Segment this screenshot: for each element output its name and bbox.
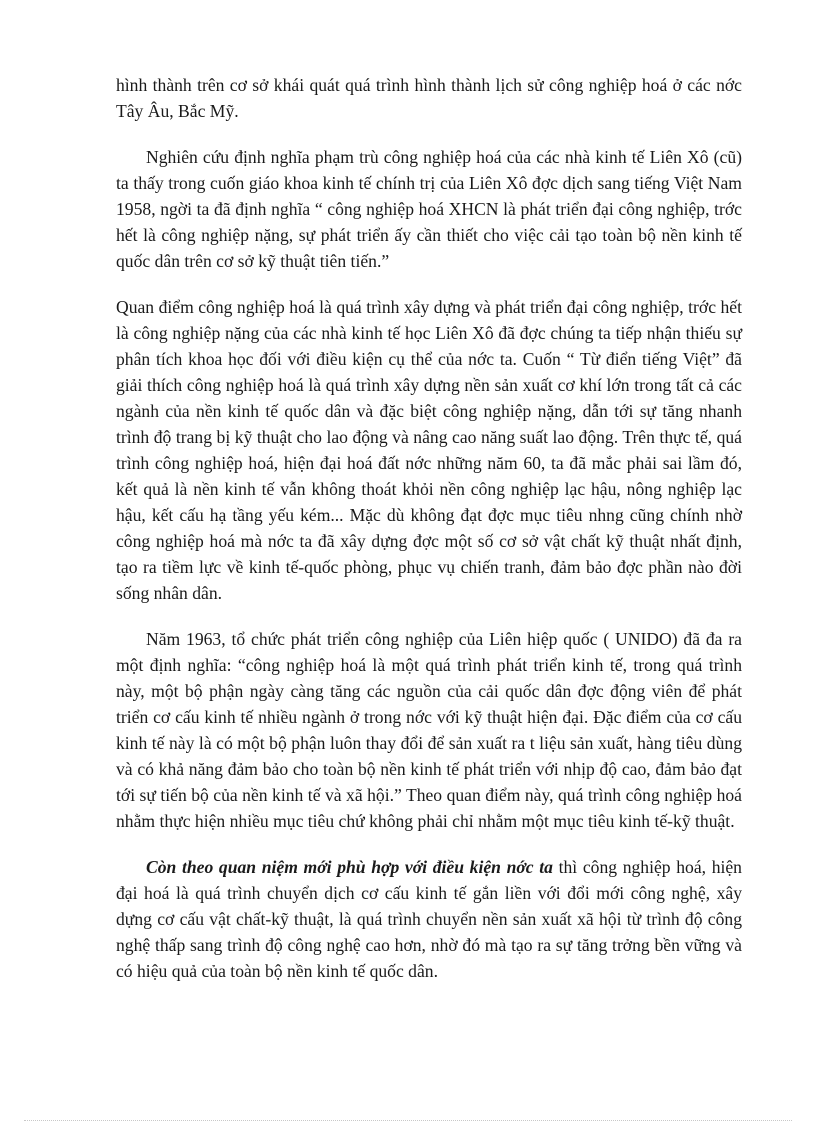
paragraph-1: hình thành trên cơ sở khái quát quá trình hình thành lịch sử công nghiệp hoá ở các nớc Tây Âu, Bắc Mỹ. <box>116 75 742 121</box>
document-body <box>116 72 742 1004</box>
paragraph-4: Năm 1963, tổ chức phát triển công nghiệp của Liên hiệp quốc ( UNIDO) đã đa ra một định nghĩa: “công nghiệp hoá là một quá trình phát triển kinh tế, trong quá trình này, một bộ phận ngày càng tăng các nguồn của cải quốc dân đợc động viên để phát triển cơ cấu kinh tế nhiều ngành ở trong nớc với kỹ thuật hiện đại. Đặc điểm của cơ cấu kinh tế này là có một bộ phận luôn thay đổi để sản xuất ra t liệu sản xuất, hàng tiêu dùng và có khả năng đảm bảo cho toàn bộ nền kinh tế phát triển với nhịp độ cao, đảm bảo đạt tới sự tiến bộ của nền kinh tế và xã hội.” Theo quan điểm này, quá trình công nghiệp hoá nhằm thực hiện nhiều mục tiêu chứ không phải chỉ nhằm một mục tiêu kinh tế-kỹ thuật. <box>116 629 742 831</box>
paragraph-2: Nghiên cứu định nghĩa phạm trù công nghiệp hoá của các nhà kinh tế Liên Xô (cũ) ta thấy trong cuốn giáo khoa kinh tế chính trị của Liên Xô đợc dịch sang tiếng Việt Nam 1958, ngời ta đã định nghĩa “ công nghiệp hoá XHCN là phát triển đại công nghiệp, trớc hết là công nghiệp nặng, sự phát triển ấy cần thiết cho việc cải tạo toàn bộ nền kinh tế quốc dân trên cơ sở kỹ thuật tiên tiến.” <box>116 147 742 271</box>
paragraph-5-text: thì công nghiệp hoá, hiện đại hoá là quá trình chuyển dịch cơ cấu kinh tế gắn liền với đổi mới công nghệ, xây dựng cơ cấu vật chất-kỹ thuật, là quá trình chuyển nền sản xuất xã hội từ trình độ công nghệ thấp sang trình độ công nghệ cao hơn, nhờ đó mà tạo ra sự tăng trởng bền vững và có hiệu quả của toàn bộ nền kinh tế quốc dân. <box>116 857 742 981</box>
paragraph-5-lead: Còn theo quan niệm mới phù hợp với điều kiện nớc ta <box>146 857 553 877</box>
page-bottom-rule <box>24 1120 792 1121</box>
paragraph-5 <box>116 854 742 984</box>
paragraph-3: Quan điểm công nghiệp hoá là quá trình xây dựng và phát triển đại công nghiệp, trớc hết là công nghiệp nặng của các nhà kinh tế học Liên Xô đã đợc chúng ta tiếp nhận thiếu sự phân tích khoa học đối với điều kiện cụ thể của nớc ta. Cuốn “ Từ điển tiếng Việt” đã giải thích công nghiệp hoá là quá trình xây dựng nền sản xuất cơ khí lớn trong tất cả các ngành của nền kinh tế quốc dân và đặc biệt công nghiệp nặng, dẫn tới sự tăng nhanh trình độ trang bị kỹ thuật cho lao động và nâng cao năng suất lao động. Trên thực tế, quá trình công nghiệp hoá, hiện đại hoá đất nớc những năm 60, ta đã mắc phải sai lầm đó, kết quả là nền kinh tế vẫn không thoát khỏi nền công nghiệp lạc hậu, nông nghiệp lạc hậu, kết cấu hạ tầng yếu kém... Mặc dù không đạt đợc mục tiêu nhng cũng chính nhờ công nghiệp hoá mà nớc ta đã xây dựng đợc một số cơ sở vật chất kỹ thuật nhất định, tạo ra tiềm lực về kinh tế-quốc phòng, phục vụ chiến tranh, đảm bảo đợc phần nào đời sống nhân dân. <box>116 297 742 603</box>
